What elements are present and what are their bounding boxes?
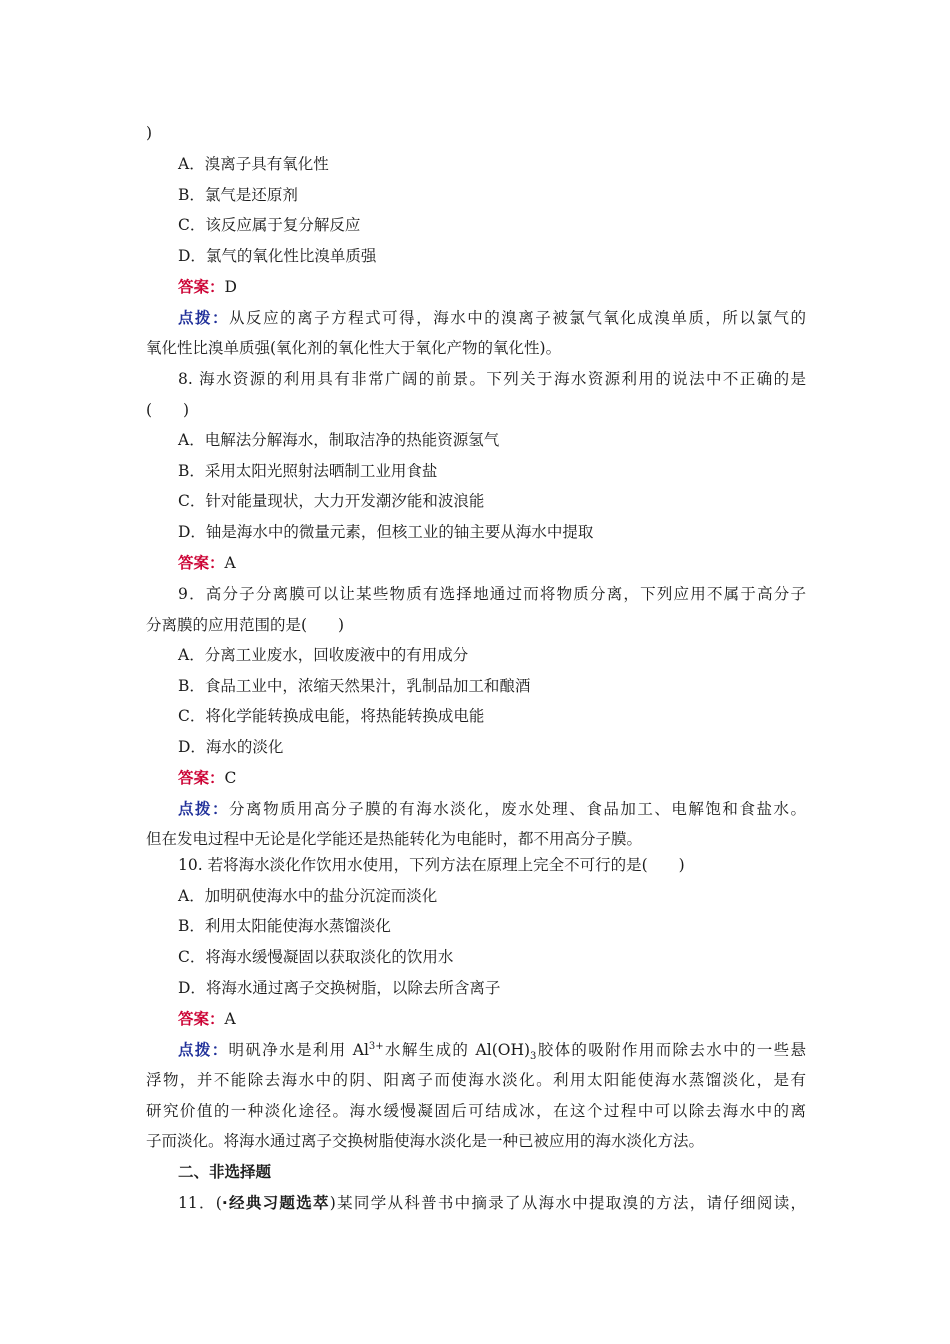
answer-label: 答案：	[178, 278, 225, 296]
q10-tip-line-2: 浮物，并不能除去海水中的阴、阳离子而使海水淡化。利用太阳能使海水蒸馏淡化，是有	[146, 1071, 806, 1089]
q10-stem: 10. 若将海水淡化作饮用水使用，下列方法在原理上完全不可行的是( )	[178, 856, 685, 874]
tip-label: 点拨：	[178, 800, 230, 818]
tip-label: 点拨：	[178, 309, 230, 327]
q7-option-a: A．溴离子具有氧化性	[178, 155, 329, 173]
tip-text: 明矾净水是利用 Al	[228, 1041, 369, 1059]
q10-tip-line-3: 研究价值的一种淡化途径。海水缓慢凝固后可结成冰，在这个过程中可以除去海水中的离	[146, 1102, 806, 1120]
q8-option-a: A．电解法分解海水，制取洁净的热能资源氢气	[178, 431, 500, 449]
tip-text: 水解生成的 Al(OH)	[383, 1041, 531, 1059]
q8-stem-line-1: 8. 海水资源的利用具有非常广阔的前景。下列关于海水资源利用的说法中不正确的是	[178, 370, 806, 388]
q10-answer	[178, 1009, 806, 1029]
q8-option-c: C．针对能量现状，大力开发潮汐能和波浪能	[178, 492, 485, 510]
q9-tip-line-2: 但在发电过程中无论是化学能还是热能转化为电能时，都不用高分子膜。	[146, 830, 643, 848]
q9-tip-line-1	[178, 799, 806, 819]
q11-number: 11．(	[178, 1194, 222, 1212]
q10-tip-line-4: 子而淡化。将海水通过离子交换树脂使海水淡化是一种已被应用的海水淡化方法。	[146, 1132, 705, 1150]
q11-text: )某同学从科普书中摘录了从海水中提取溴的方法，请仔细阅读，	[329, 1194, 806, 1212]
q10-option-a: A．加明矾使海水中的盐分沉淀而淡化	[178, 887, 438, 905]
formula-subscript: 3	[530, 1051, 537, 1063]
q9-option-b: B．食品工业中，浓缩天然果汁，乳制品加工和酿酒	[178, 677, 531, 695]
q7-tip-line-1	[178, 308, 806, 328]
answer-value: C	[224, 769, 237, 787]
q8-option-b: B．采用太阳光照射法晒制工业用食盐	[178, 462, 438, 480]
q8-option-d: D．铀是海水中的微量元素，但核工业的铀主要从海水中提取	[178, 523, 594, 541]
answer-value: A	[224, 1010, 236, 1028]
q9-option-d: D．海水的淡化	[178, 738, 284, 756]
q9-stem-line-1: 9．高分子分离膜可以让某些物质有选择地通过而将物质分离，下列应用不属于高分子	[178, 585, 806, 603]
tip-text: 分离物质用高分子膜的有海水淡化，废水处理、食品加工、电解饱和食盐水。	[229, 800, 806, 818]
q11-stem-line-1	[178, 1193, 806, 1213]
q7-stem-tail: )	[146, 124, 153, 142]
q9-stem-line-2: 分离膜的应用范围的是( )	[146, 616, 345, 634]
ion-charge: 3+	[368, 1040, 384, 1052]
q10-tip-line-1	[178, 1040, 806, 1063]
section-heading: 二、非选择题	[178, 1163, 272, 1181]
tip-text: 胶体的吸附作用而除去水中的一些悬	[536, 1041, 806, 1059]
q7-option-c: C．该反应属于复分解反应	[178, 216, 361, 234]
q10-option-b: B．利用太阳能使海水蒸馏淡化	[178, 917, 391, 935]
answer-label: 答案：	[178, 769, 225, 787]
q8-stem-line-2: ( )	[146, 401, 190, 419]
q7-option-b: B．氯气是还原剂	[178, 186, 298, 204]
q9-option-a: A．分离工业废水，回收废液中的有用成分	[178, 646, 469, 664]
answer-label: 答案：	[178, 554, 225, 572]
q7-option-d: D．氯气的氧化性比溴单质强	[178, 247, 377, 265]
q7-tip-line-2: 氧化性比溴单质强(氧化剂的氧化性大于氧化产物的氧化性)。	[146, 339, 562, 357]
q8-answer	[178, 553, 806, 573]
q9-option-c: C．将化学能转换成电能，将热能转换成电能	[178, 707, 485, 725]
q9-answer	[178, 768, 806, 788]
answer-value: A	[224, 554, 236, 572]
q10-option-c: C．将海水缓慢凝固以获取淡化的饮用水	[178, 948, 454, 966]
tip-text: 从反应的离子方程式可得，海水中的溴离子被氯气氧化成溴单质，所以氯气的	[229, 309, 806, 327]
q11-source: ·经典习题选萃	[221, 1194, 330, 1212]
tip-label: 点拨：	[178, 1041, 229, 1059]
q7-answer	[178, 277, 806, 297]
answer-value: D	[224, 278, 237, 296]
q10-option-d: D．将海水通过离子交换树脂，以除去所含离子	[178, 979, 501, 997]
answer-label: 答案：	[178, 1010, 225, 1028]
